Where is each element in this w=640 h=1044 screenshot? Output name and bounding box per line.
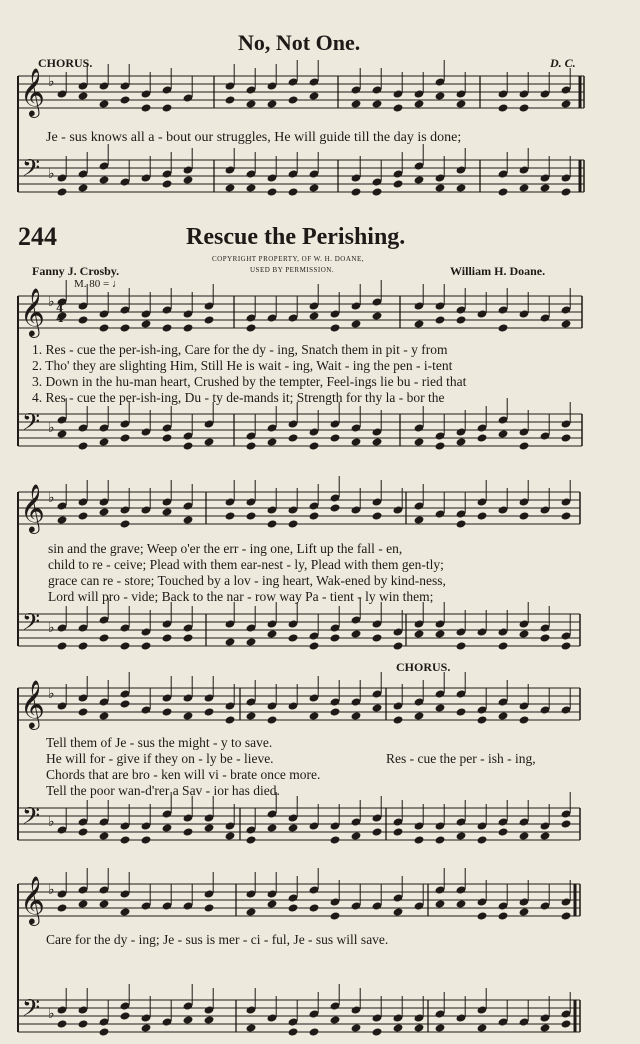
notehead	[99, 507, 110, 516]
notehead	[120, 641, 131, 650]
notehead	[414, 175, 425, 184]
system2-verse-2: child to re - ceive; Plead with them ear-nest - ly, Plead with them gen-tly;	[48, 557, 444, 572]
notehead	[372, 511, 383, 520]
system2-verse-1: sin and the grave; Weep o'er the err - ing one, Lift up the fall - en,	[48, 541, 403, 556]
notehead	[498, 187, 509, 196]
notehead	[183, 441, 194, 450]
notehead	[372, 703, 383, 712]
notehead	[183, 711, 194, 720]
notehead	[372, 827, 383, 836]
notehead	[246, 835, 257, 844]
notehead	[540, 633, 551, 642]
notehead	[435, 441, 446, 450]
notehead	[456, 99, 467, 108]
notehead	[99, 1027, 110, 1036]
notehead	[372, 1027, 383, 1036]
flat-icon: ♭	[48, 166, 55, 182]
notehead	[477, 1023, 488, 1032]
notehead	[414, 319, 425, 328]
notehead	[477, 511, 488, 520]
notehead	[120, 95, 131, 104]
notehead	[435, 183, 446, 192]
notehead	[309, 311, 320, 320]
notehead	[351, 99, 362, 108]
notehead	[288, 903, 299, 912]
notehead	[246, 907, 257, 916]
time-signature: 4	[56, 302, 64, 315]
system1-verse-2: 2. Tho' they are slighting Him, Still He is wait - ing, Wait - ing the pen - i-tent	[32, 358, 453, 373]
notehead	[393, 715, 404, 724]
notehead	[540, 831, 551, 840]
notehead	[372, 437, 383, 446]
notehead	[78, 441, 89, 450]
notehead	[351, 711, 362, 720]
notehead	[162, 507, 173, 516]
notehead	[225, 831, 236, 840]
notehead	[288, 187, 299, 196]
notehead	[183, 515, 194, 524]
copyright-line1: COPYRIGHT PROPERTY, OF W. H. DOANE,	[212, 255, 364, 263]
notehead	[456, 641, 467, 650]
flat-icon: ♭	[48, 74, 55, 90]
copyright-line2: USED BY PERMISSION.	[250, 266, 335, 274]
system3-verse-4: Tell the poor wan-d'rer a Sav - ior has died.	[46, 783, 280, 798]
treble-clef-icon: 𝄞	[20, 67, 45, 116]
notehead	[435, 629, 446, 638]
hymn1-title: No, Not One.	[238, 30, 361, 55]
notehead	[519, 629, 530, 638]
notehead	[456, 707, 467, 716]
notehead	[267, 823, 278, 832]
notehead	[435, 835, 446, 844]
notehead	[309, 91, 320, 100]
notehead	[99, 99, 110, 108]
notehead	[456, 315, 467, 324]
hymn2-chorus-label: CHORUS.	[396, 660, 451, 674]
notehead	[162, 323, 173, 332]
notehead	[330, 433, 341, 442]
notehead	[519, 511, 530, 520]
hymn-title: Rescue the Perishing.	[186, 224, 406, 250]
notehead	[78, 315, 89, 324]
notehead	[162, 823, 173, 832]
notehead	[204, 823, 215, 832]
system3-verse-3: Chords that are bro - ken will vi - brate once more.	[46, 767, 321, 782]
notehead	[288, 633, 299, 642]
notehead	[414, 99, 425, 108]
notehead	[288, 95, 299, 104]
notehead	[99, 633, 110, 642]
notehead	[330, 911, 341, 920]
notehead	[99, 831, 110, 840]
notehead	[414, 629, 425, 638]
notehead	[78, 827, 89, 836]
flat-icon: ♭	[48, 620, 55, 636]
notehead	[561, 819, 572, 828]
notehead	[498, 429, 509, 438]
notehead	[414, 515, 425, 524]
notehead	[477, 835, 488, 844]
bass-clef-icon: 𝄢	[22, 608, 41, 641]
notehead	[414, 835, 425, 844]
system1-verse-1: 1. Res - cue the per-ish-ing, Care for the dy - ing, Snatch them in pit - y from	[32, 342, 448, 357]
notehead	[162, 707, 173, 716]
notehead	[540, 1023, 551, 1032]
notehead	[288, 823, 299, 832]
notehead	[351, 437, 362, 446]
flat-icon: ♭	[48, 686, 55, 702]
notehead	[414, 437, 425, 446]
notehead	[162, 633, 173, 642]
notehead	[498, 911, 509, 920]
notehead	[351, 319, 362, 328]
notehead	[519, 907, 530, 916]
flat-icon: ♭	[48, 490, 55, 506]
notehead	[414, 711, 425, 720]
notehead	[393, 907, 404, 916]
notehead	[57, 429, 68, 438]
notehead	[309, 903, 320, 912]
notehead	[330, 707, 341, 716]
notehead	[267, 629, 278, 638]
notehead	[519, 831, 530, 840]
notehead	[351, 187, 362, 196]
notehead	[120, 1011, 131, 1020]
flat-icon: ♭	[48, 814, 55, 830]
notehead	[246, 183, 257, 192]
notehead	[99, 437, 110, 446]
notehead	[498, 711, 509, 720]
notehead	[393, 103, 404, 112]
notehead	[204, 315, 215, 324]
notehead	[477, 911, 488, 920]
notehead	[57, 515, 68, 524]
notehead	[141, 319, 152, 328]
notehead	[456, 519, 467, 528]
notehead	[57, 1019, 68, 1028]
notehead	[183, 1015, 194, 1024]
notehead	[519, 183, 530, 192]
notehead	[372, 311, 383, 320]
author: Fanny J. Crosby.	[32, 264, 120, 278]
notehead	[309, 511, 320, 520]
notehead	[351, 629, 362, 638]
notehead	[561, 641, 572, 650]
notehead	[456, 437, 467, 446]
system2-verse-4: Lord will pro - vide; Back to the nar - row way Pa - tient - ly win them;	[48, 589, 434, 604]
notehead	[267, 187, 278, 196]
system3-verse-1: Tell them of Je - sus the might - y to save.	[46, 735, 273, 750]
notehead	[183, 827, 194, 836]
notehead	[246, 99, 257, 108]
hymn1-lyric: Je - sus knows all a - bout our struggles, He will guide till the day is done;	[46, 130, 462, 145]
notehead	[393, 641, 404, 650]
notehead	[561, 187, 572, 196]
notehead	[435, 91, 446, 100]
notehead	[162, 103, 173, 112]
notehead	[99, 175, 110, 184]
notehead	[372, 187, 383, 196]
notehead	[372, 633, 383, 642]
notehead	[267, 715, 278, 724]
notehead	[120, 323, 131, 332]
system4-lyric: Care for the dy - ing; Je - sus is mer - ci - ful, Je - sus will save.	[46, 932, 389, 947]
treble-clef-icon: 𝄞	[20, 483, 45, 532]
notehead	[141, 1023, 152, 1032]
notehead	[519, 441, 530, 450]
notehead	[99, 711, 110, 720]
notehead	[246, 1023, 257, 1032]
notehead	[120, 835, 131, 844]
notehead	[162, 433, 173, 442]
notehead	[57, 641, 68, 650]
treble-clef-icon: 𝄞	[20, 875, 45, 924]
notehead	[99, 899, 110, 908]
notehead	[246, 511, 257, 520]
notehead	[372, 99, 383, 108]
notehead	[267, 899, 278, 908]
time-signature: 4	[56, 312, 64, 325]
notehead	[498, 827, 509, 836]
notehead	[225, 511, 236, 520]
notehead	[288, 519, 299, 528]
notehead	[183, 633, 194, 642]
treble-clef-icon: 𝄞	[20, 287, 45, 336]
notehead	[120, 433, 131, 442]
notehead	[141, 103, 152, 112]
notehead	[498, 641, 509, 650]
notehead	[309, 441, 320, 450]
notehead	[78, 91, 89, 100]
notehead	[225, 715, 236, 724]
notehead	[204, 903, 215, 912]
notehead	[162, 179, 173, 188]
notehead	[456, 899, 467, 908]
notehead	[246, 323, 257, 332]
notehead	[519, 715, 530, 724]
hymn-number: 244	[18, 222, 57, 251]
notehead	[204, 1015, 215, 1024]
composer: William H. Doane.	[450, 264, 546, 278]
notehead	[183, 175, 194, 184]
flat-icon: ♭	[48, 1006, 55, 1022]
notehead	[204, 437, 215, 446]
system1-verse-3: 3. Down in the hu-man heart, Crushed by the tempter, Feel-ings lie bu - ried that	[32, 374, 467, 389]
notehead	[246, 637, 257, 646]
notehead	[309, 183, 320, 192]
notehead	[330, 503, 341, 512]
system2-verse-3: grace can re - store; Touched by a lov - ing heart, Wak-ened by kind-ness,	[48, 573, 446, 588]
notehead	[183, 323, 194, 332]
notehead	[477, 715, 488, 724]
notehead	[540, 183, 551, 192]
notehead	[120, 907, 131, 916]
notehead	[561, 433, 572, 442]
notehead	[435, 899, 446, 908]
notehead	[225, 183, 236, 192]
notehead	[246, 711, 257, 720]
notehead	[498, 323, 509, 332]
notehead	[78, 707, 89, 716]
flat-icon: ♭	[48, 420, 55, 436]
notehead	[78, 641, 89, 650]
notehead	[330, 835, 341, 844]
system1-verse-4: 4. Res - cue the per-ish-ing, Du - ty de-mands it; Strength for thy la - bor the	[32, 390, 445, 405]
notehead	[288, 433, 299, 442]
notehead	[57, 187, 68, 196]
bass-clef-icon: 𝄢	[22, 408, 41, 441]
notehead	[561, 319, 572, 328]
notehead	[435, 315, 446, 324]
notehead	[267, 519, 278, 528]
notehead	[393, 1023, 404, 1032]
notehead	[435, 1023, 446, 1032]
notehead	[246, 441, 257, 450]
notehead	[456, 831, 467, 840]
notehead	[330, 1015, 341, 1024]
hymn1-dc-label: D. C.	[550, 56, 576, 70]
notehead	[456, 183, 467, 192]
notehead	[141, 641, 152, 650]
notehead	[225, 637, 236, 646]
notehead	[141, 835, 152, 844]
hymn1-chorus-label: CHORUS.	[38, 56, 93, 70]
notehead	[393, 179, 404, 188]
notehead	[477, 433, 488, 442]
notehead	[561, 511, 572, 520]
notehead	[330, 633, 341, 642]
notehead	[519, 103, 530, 112]
notehead	[288, 1027, 299, 1036]
notehead	[561, 99, 572, 108]
notehead	[351, 1023, 362, 1032]
bass-clef-icon: 𝄢	[22, 802, 41, 835]
notehead	[561, 1019, 572, 1028]
notehead	[120, 699, 131, 708]
notehead	[435, 703, 446, 712]
notehead	[78, 1019, 89, 1028]
notehead	[309, 1027, 320, 1036]
notehead	[78, 511, 89, 520]
notehead	[267, 99, 278, 108]
notehead	[99, 323, 110, 332]
notehead	[225, 95, 236, 104]
system3-chorus-lyric: Res - cue the per - ish - ing,	[386, 751, 536, 766]
notehead	[78, 183, 89, 192]
system3-verse-2: He will for - give if they on - ly be - lieve.	[46, 751, 274, 766]
notehead	[498, 103, 509, 112]
notehead	[414, 1023, 425, 1032]
notehead	[120, 519, 131, 528]
notehead	[393, 827, 404, 836]
notehead	[267, 437, 278, 446]
notehead	[330, 323, 341, 332]
notehead	[204, 707, 215, 716]
bass-clef-icon: 𝄢	[22, 994, 41, 1027]
tempo-label: M. 80 =	[74, 278, 110, 290]
quarter-note-icon: ♩	[111, 278, 123, 290]
notehead	[561, 911, 572, 920]
notehead	[78, 899, 89, 908]
flat-icon: ♭	[48, 882, 55, 898]
bass-clef-icon: 𝄢	[22, 154, 41, 187]
notehead	[351, 831, 362, 840]
treble-clef-icon: 𝄞	[20, 679, 45, 728]
notehead	[309, 641, 320, 650]
notehead	[57, 903, 68, 912]
flat-icon: ♭	[48, 294, 55, 310]
notehead	[309, 711, 320, 720]
